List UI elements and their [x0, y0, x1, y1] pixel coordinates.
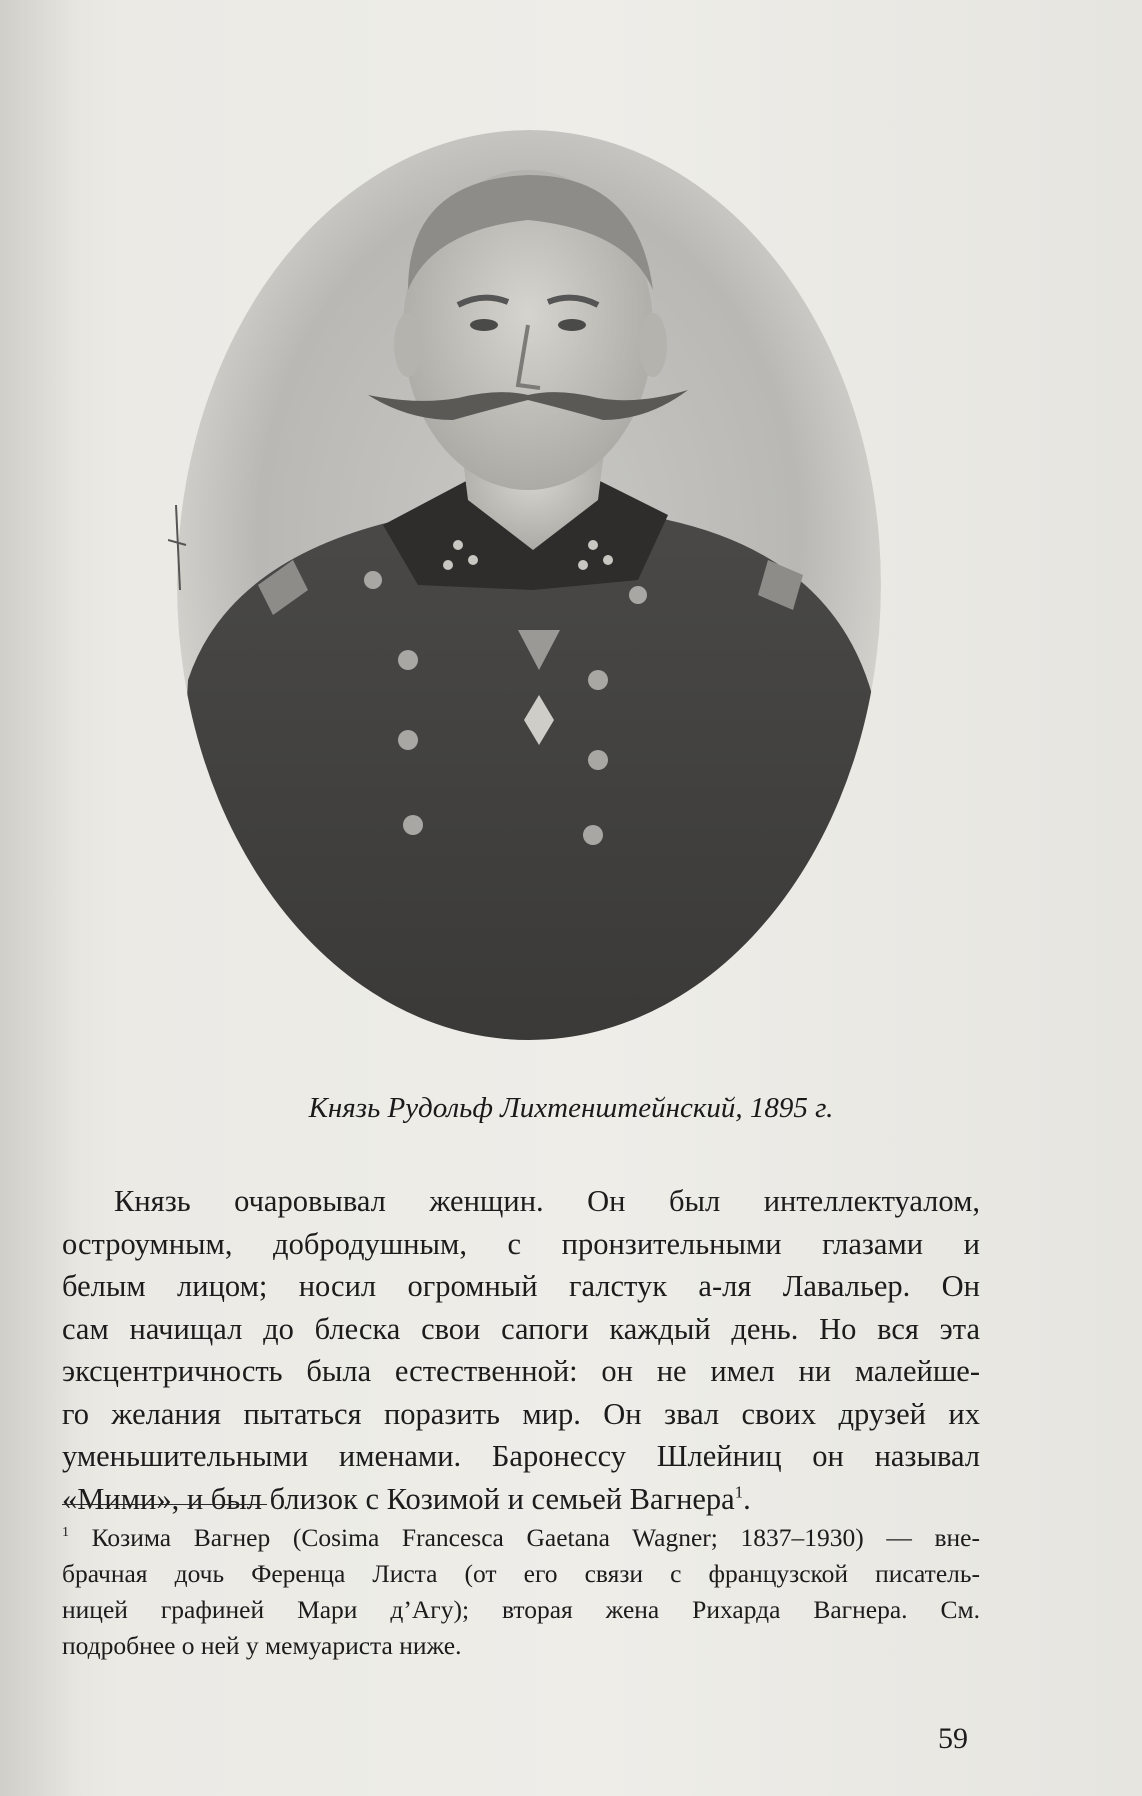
portrait-engraving: [168, 120, 890, 1050]
paragraph-line: остроумным, добродушным, с пронзительными глазами и: [62, 1226, 980, 1261]
footnote-line-text: Козима Вагнер (Cosima Francesca Gaetana Wagner; 1837–1930) — вне-: [91, 1523, 980, 1552]
paragraph-last-line: «Мими», и был близок с Козимой и семьей Вагнера$^1$.: [62, 1481, 751, 1516]
paragraph-line: уменьшительными именами. Баронессу Шлейниц он называл: [62, 1439, 980, 1473]
paragraph-line-text: «Мими», и был близок с Козимой и семьей Вагнера: [62, 1481, 735, 1516]
footnote: [62, 1520, 980, 1664]
footnote-line: [62, 1520, 980, 1556]
paragraph-line: сам начищал до блеска свои сапоги каждый день. Но вся эта: [62, 1311, 980, 1346]
paragraph-line: го желания пытаться поразить мир. Он звал своих друзей их: [62, 1396, 980, 1431]
page-number: 59: [938, 1722, 968, 1755]
footnote-line: подробнее о ней у мемуариста ниже.: [62, 1631, 462, 1660]
footnote-reference[interactable]: 1: [734, 1481, 744, 1501]
paragraph-line: белым лицом; носил огромный галстук а-ля Лавальер. Он: [62, 1269, 980, 1303]
footnote-line: ницей графиней Мари д’Агу); вторая жена Рихарда Вагнера. См.: [62, 1595, 980, 1624]
image-caption: Князь Рудольф Лихтенштейнский, 1895 г.: [308, 1092, 834, 1124]
paragraph-line: эксцентричность была естественной: он не имел ни малейше-: [62, 1354, 980, 1388]
footnote-separator: [62, 1504, 267, 1505]
paragraph-line: Князь очаровывал женщин. Он был интеллектуалом,: [114, 1184, 980, 1218]
body-paragraph: [62, 1180, 980, 1520]
footnote-marker: 1: [62, 1525, 70, 1541]
footnote-line: брачная дочь Ференца Листа (от его связи с французской писатель-: [62, 1559, 980, 1588]
